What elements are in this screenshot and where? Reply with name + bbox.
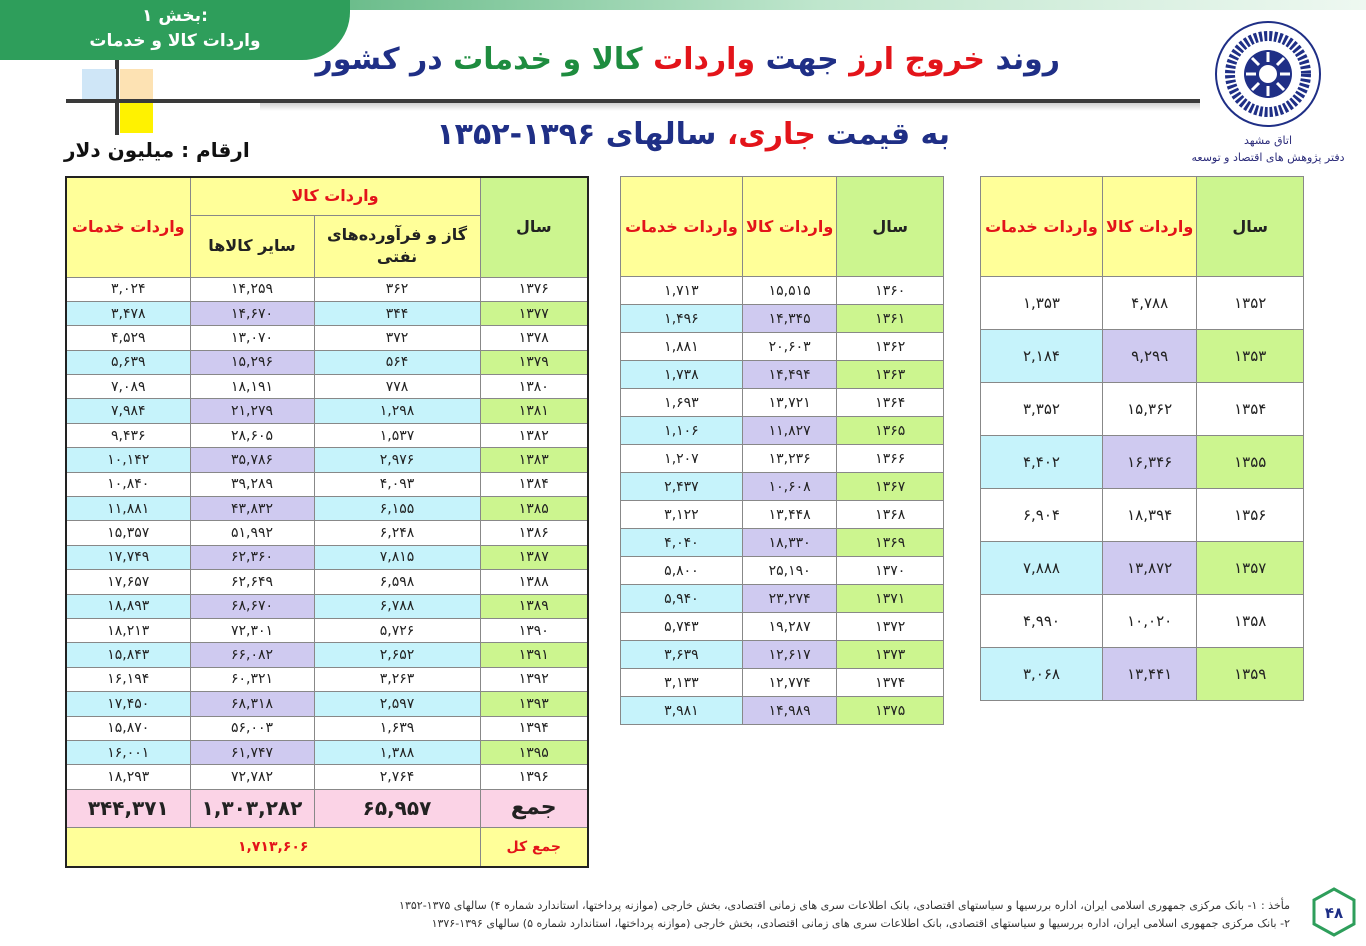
source-line-2: ۲- بانک مرکزی جمهوری اسلامی ایران، اداره بررسیها و سیاستهای اقتصادی، بانک اطلاعات سری های زمانی اقتصادی، بخش خارجی (موازنه پرداختها، استاندارد شماره ۵) سالهای ۱۳۹۶-۱۳۷۶ bbox=[431, 917, 1290, 930]
cell-gas: ۶,۱۵۵ bbox=[314, 497, 480, 521]
cell-services: ۱۶,۰۰۱ bbox=[66, 740, 190, 764]
cell-goods: ۲۰,۶۰۳ bbox=[742, 333, 837, 361]
table-row bbox=[621, 641, 944, 669]
title-word-5: کالا و خدمات bbox=[453, 42, 643, 77]
cell-year: ۱۳۶۷ bbox=[837, 473, 944, 501]
table-row bbox=[66, 326, 588, 350]
cell-gas: ۶,۷۸۸ bbox=[314, 594, 480, 618]
cell-services: ۴,۰۴۰ bbox=[621, 529, 743, 557]
cell-services: ۴,۴۰۲ bbox=[981, 436, 1103, 489]
logo-subcaption: دفتر پژوهش های اقتصاد و توسعه bbox=[1191, 151, 1345, 164]
table-row bbox=[66, 521, 588, 545]
cell-goods: ۴,۷۸۸ bbox=[1102, 277, 1197, 330]
header-services-imports: واردات خدمات bbox=[621, 177, 743, 277]
table-row bbox=[66, 692, 588, 716]
cell-year: ۱۳۵۵ bbox=[1197, 436, 1304, 489]
cell-goods: ۱۸,۳۹۴ bbox=[1102, 489, 1197, 542]
cell-year: ۱۳۷۳ bbox=[837, 641, 944, 669]
cell-services: ۷,۸۸۸ bbox=[981, 542, 1103, 595]
table-body bbox=[621, 277, 944, 725]
table-row bbox=[621, 585, 944, 613]
header-goods-imports: واردات کالا bbox=[1102, 177, 1197, 277]
cell-year: ۱۳۶۴ bbox=[837, 389, 944, 417]
cell-goods: ۱۱,۸۲۷ bbox=[742, 417, 837, 445]
table-row bbox=[621, 305, 944, 333]
table-row bbox=[621, 501, 944, 529]
cell-goods: ۱۳,۸۷۲ bbox=[1102, 542, 1197, 595]
header-services-imports: واردات خدمات bbox=[66, 177, 190, 277]
cell-year: ۱۳۹۱ bbox=[480, 643, 588, 667]
cell-services: ۱۰,۸۴۰ bbox=[66, 472, 190, 496]
cell-year: ۱۳۸۱ bbox=[480, 399, 588, 423]
cell-services: ۱,۲۰۷ bbox=[621, 445, 743, 473]
table-row bbox=[621, 557, 944, 585]
table-row bbox=[66, 277, 588, 301]
cell-services: ۱۶,۱۹۴ bbox=[66, 667, 190, 691]
cell-year: ۱۳۵۴ bbox=[1197, 383, 1304, 436]
header-rule-shadow bbox=[260, 103, 1200, 111]
subtitle-word-1: به قیمت bbox=[826, 117, 950, 152]
page-number: ۴۸ bbox=[1324, 904, 1344, 922]
logo-caption: اتاق مشهد bbox=[1243, 134, 1293, 147]
sum-label: جمع bbox=[480, 789, 588, 827]
cell-year: ۱۳۸۵ bbox=[480, 497, 588, 521]
cell-year: ۱۳۷۶ bbox=[480, 277, 588, 301]
cell-gas: ۵۶۴ bbox=[314, 350, 480, 374]
table-row bbox=[621, 613, 944, 641]
cell-year: ۱۳۶۹ bbox=[837, 529, 944, 557]
subtitle-word-3: سالهای ۱۳۹۶-۱۳۵۲ bbox=[436, 117, 717, 152]
section-tab bbox=[0, 0, 350, 60]
cell-other: ۶۶,۰۸۲ bbox=[190, 643, 314, 667]
cell-services: ۴,۵۲۹ bbox=[66, 326, 190, 350]
cell-services: ۱۸,۲۹۳ bbox=[66, 765, 190, 789]
cell-gas: ۲,۵۹۷ bbox=[314, 692, 480, 716]
imports-table-1352-1359 bbox=[980, 176, 1304, 701]
cell-goods: ۲۳,۲۷۴ bbox=[742, 585, 837, 613]
cell-gas: ۳۶۲ bbox=[314, 277, 480, 301]
sum-other: ۱,۳۰۳,۲۸۲ bbox=[190, 789, 314, 827]
cell-other: ۴۳,۸۳۲ bbox=[190, 497, 314, 521]
cell-goods: ۱۵,۳۶۲ bbox=[1102, 383, 1197, 436]
section-title: واردات کالا و خدمات bbox=[89, 31, 261, 51]
cell-year: ۱۳۵۳ bbox=[1197, 330, 1304, 383]
table-row bbox=[66, 423, 588, 447]
page-subtitle bbox=[420, 117, 950, 161]
subtitle-word-2: جاری، bbox=[726, 117, 816, 152]
table-row bbox=[66, 472, 588, 496]
table-row bbox=[621, 445, 944, 473]
cell-gas: ۲,۹۷۶ bbox=[314, 448, 480, 472]
page-title bbox=[300, 42, 1060, 86]
header-other-goods: سایر کالاها bbox=[190, 215, 314, 277]
table-row bbox=[621, 529, 944, 557]
cell-services: ۱۵,۸۴۳ bbox=[66, 643, 190, 667]
cell-services: ۱,۶۹۳ bbox=[621, 389, 743, 417]
cell-other: ۵۱,۹۹۲ bbox=[190, 521, 314, 545]
cell-services: ۱۸,۸۹۳ bbox=[66, 594, 190, 618]
cell-services: ۳,۱۲۲ bbox=[621, 501, 743, 529]
cell-year: ۱۳۸۲ bbox=[480, 423, 588, 447]
cell-goods: ۱۳,۴۴۸ bbox=[742, 501, 837, 529]
header-goods-imports: واردات کالا bbox=[742, 177, 837, 277]
table-row bbox=[66, 375, 588, 399]
cell-gas: ۳۷۲ bbox=[314, 326, 480, 350]
cell-year: ۱۳۸۳ bbox=[480, 448, 588, 472]
cell-gas: ۲,۷۶۴ bbox=[314, 765, 480, 789]
header-year: سال bbox=[480, 177, 588, 277]
cell-goods: ۱۴,۹۸۹ bbox=[742, 697, 837, 725]
cell-gas: ۱,۳۸۸ bbox=[314, 740, 480, 764]
cell-year: ۱۳۶۱ bbox=[837, 305, 944, 333]
cell-year: ۱۳۶۲ bbox=[837, 333, 944, 361]
cell-gas: ۱,۵۳۷ bbox=[314, 423, 480, 447]
title-word-2: خروج ارز bbox=[849, 42, 986, 77]
cell-year: ۱۳۷۸ bbox=[480, 326, 588, 350]
table-row bbox=[66, 618, 588, 642]
table-row bbox=[981, 330, 1304, 383]
cell-services: ۳,۶۳۹ bbox=[621, 641, 743, 669]
header-year: سال bbox=[1197, 177, 1304, 277]
cell-services: ۲,۱۸۴ bbox=[981, 330, 1103, 383]
cell-goods: ۱۳,۲۳۶ bbox=[742, 445, 837, 473]
cell-other: ۱۴,۲۵۹ bbox=[190, 277, 314, 301]
cell-services: ۱,۴۹۶ bbox=[621, 305, 743, 333]
cell-goods: ۱۳,۴۴۱ bbox=[1102, 648, 1197, 701]
cell-goods: ۱۲,۶۱۷ bbox=[742, 641, 837, 669]
cell-gas: ۶,۵۹۸ bbox=[314, 570, 480, 594]
table-row bbox=[981, 648, 1304, 701]
header-services-imports: واردات خدمات bbox=[981, 177, 1103, 277]
cell-other: ۷۲,۳۰۱ bbox=[190, 618, 314, 642]
cell-services: ۱,۷۳۸ bbox=[621, 361, 743, 389]
cell-gas: ۳,۲۶۳ bbox=[314, 667, 480, 691]
cell-services: ۱,۱۰۶ bbox=[621, 417, 743, 445]
cell-services: ۴,۹۹۰ bbox=[981, 595, 1103, 648]
cell-services: ۵,۹۴۰ bbox=[621, 585, 743, 613]
cell-services: ۱۰,۱۴۲ bbox=[66, 448, 190, 472]
table-row bbox=[66, 594, 588, 618]
cell-gas: ۷,۸۱۵ bbox=[314, 545, 480, 569]
table-row bbox=[621, 669, 944, 697]
cell-goods: ۹,۲۹۹ bbox=[1102, 330, 1197, 383]
cell-year: ۱۳۸۷ bbox=[480, 545, 588, 569]
cell-other: ۶۰,۳۲۱ bbox=[190, 667, 314, 691]
table-row bbox=[981, 542, 1304, 595]
cell-goods: ۲۵,۱۹۰ bbox=[742, 557, 837, 585]
cell-year: ۱۳۶۳ bbox=[837, 361, 944, 389]
cell-goods: ۱۴,۴۹۴ bbox=[742, 361, 837, 389]
table-row bbox=[66, 740, 588, 764]
table-row bbox=[981, 436, 1304, 489]
cell-other: ۱۸,۱۹۱ bbox=[190, 375, 314, 399]
table-row bbox=[621, 697, 944, 725]
cell-year: ۱۳۷۴ bbox=[837, 669, 944, 697]
cell-year: ۱۳۸۶ bbox=[480, 521, 588, 545]
cell-year: ۱۳۸۴ bbox=[480, 472, 588, 496]
table-row bbox=[981, 383, 1304, 436]
cell-gas: ۲,۶۵۲ bbox=[314, 643, 480, 667]
table-body bbox=[66, 277, 588, 789]
cell-other: ۲۱,۲۷۹ bbox=[190, 399, 314, 423]
cell-other: ۶۸,۳۱۸ bbox=[190, 692, 314, 716]
cell-services: ۳,۰۶۸ bbox=[981, 648, 1103, 701]
cell-other: ۳۹,۲۸۹ bbox=[190, 472, 314, 496]
cell-year: ۱۳۷۱ bbox=[837, 585, 944, 613]
cell-year: ۱۳۹۲ bbox=[480, 667, 588, 691]
cell-year: ۱۳۷۲ bbox=[837, 613, 944, 641]
cell-year: ۱۳۶۰ bbox=[837, 277, 944, 305]
cell-year: ۱۳۹۰ bbox=[480, 618, 588, 642]
cell-gas: ۶,۲۴۸ bbox=[314, 521, 480, 545]
cell-year: ۱۳۵۶ bbox=[1197, 489, 1304, 542]
chamber-logo-icon bbox=[1198, 18, 1338, 130]
table-row bbox=[66, 399, 588, 423]
cell-other: ۵۶,۰۰۳ bbox=[190, 716, 314, 740]
table-row bbox=[621, 277, 944, 305]
title-word-4: واردات bbox=[653, 42, 756, 77]
cell-services: ۵,۷۴۳ bbox=[621, 613, 743, 641]
cell-other: ۱۳,۰۷۰ bbox=[190, 326, 314, 350]
header-year: سال bbox=[837, 177, 944, 277]
cell-goods: ۱۳,۷۲۱ bbox=[742, 389, 837, 417]
sum-row bbox=[66, 789, 588, 827]
cell-services: ۱۵,۸۷۰ bbox=[66, 716, 190, 740]
table-row bbox=[621, 417, 944, 445]
cell-goods: ۱۰,۶۰۸ bbox=[742, 473, 837, 501]
grand-total-label: جمع کل bbox=[480, 827, 588, 867]
cell-year: ۱۳۸۸ bbox=[480, 570, 588, 594]
table-row bbox=[66, 667, 588, 691]
cell-other: ۷۲,۷۸۲ bbox=[190, 765, 314, 789]
cell-services: ۱۷,۶۵۷ bbox=[66, 570, 190, 594]
cell-other: ۶۱,۷۴۷ bbox=[190, 740, 314, 764]
unit-label: ارقام : میلیون دلار bbox=[64, 138, 250, 162]
cell-services: ۱,۸۸۱ bbox=[621, 333, 743, 361]
table-row bbox=[66, 643, 588, 667]
cell-goods: ۱۶,۳۴۶ bbox=[1102, 436, 1197, 489]
cell-year: ۱۳۹۴ bbox=[480, 716, 588, 740]
title-word-3: جهت bbox=[765, 42, 839, 77]
table-row bbox=[66, 448, 588, 472]
table-row bbox=[66, 570, 588, 594]
cell-services: ۳,۹۸۱ bbox=[621, 697, 743, 725]
cell-other: ۶۸,۶۷۰ bbox=[190, 594, 314, 618]
cell-goods: ۱۲,۷۷۴ bbox=[742, 669, 837, 697]
table-row bbox=[66, 545, 588, 569]
cell-services: ۵,۸۰۰ bbox=[621, 557, 743, 585]
table-row bbox=[66, 497, 588, 521]
cell-year: ۱۳۹۶ bbox=[480, 765, 588, 789]
title-word-1: روند bbox=[995, 42, 1060, 77]
cell-services: ۷,۹۸۴ bbox=[66, 399, 190, 423]
cell-year: ۱۳۶۶ bbox=[837, 445, 944, 473]
page-number-badge bbox=[1309, 887, 1359, 937]
cell-services: ۹,۴۳۶ bbox=[66, 423, 190, 447]
cell-year: ۱۳۷۵ bbox=[837, 697, 944, 725]
table-row bbox=[981, 595, 1304, 648]
table-row bbox=[66, 716, 588, 740]
title-word-6: در کشور bbox=[315, 42, 443, 77]
cell-goods: ۱۹,۲۸۷ bbox=[742, 613, 837, 641]
cell-other: ۱۴,۶۷۰ bbox=[190, 301, 314, 325]
sources-note bbox=[300, 897, 1290, 933]
cell-year: ۱۳۷۹ bbox=[480, 350, 588, 374]
cell-goods: ۱۴,۳۴۵ bbox=[742, 305, 837, 333]
table-body bbox=[981, 277, 1304, 701]
table-row bbox=[621, 473, 944, 501]
section-number: بخش ۱: bbox=[142, 6, 208, 26]
cell-other: ۶۲,۳۶۰ bbox=[190, 545, 314, 569]
table-row bbox=[981, 277, 1304, 330]
cell-gas: ۱,۶۳۹ bbox=[314, 716, 480, 740]
decor-square-yellow bbox=[120, 103, 153, 133]
grand-total-row bbox=[66, 827, 588, 867]
cell-gas: ۱,۲۹۸ bbox=[314, 399, 480, 423]
cell-gas: ۴,۰۹۳ bbox=[314, 472, 480, 496]
header-goods-imports: واردات کالا bbox=[190, 177, 480, 215]
cell-goods: ۱۵,۵۱۵ bbox=[742, 277, 837, 305]
table-row bbox=[621, 361, 944, 389]
cell-year: ۱۳۶۵ bbox=[837, 417, 944, 445]
table-row bbox=[621, 333, 944, 361]
sum-gas: ۶۵,۹۵۷ bbox=[314, 789, 480, 827]
header-gas-products: گاز و فرآورده‌های نفتی bbox=[314, 215, 480, 277]
decor-square-orange bbox=[120, 69, 153, 99]
cell-year: ۱۳۹۵ bbox=[480, 740, 588, 764]
cell-services: ۲,۴۳۷ bbox=[621, 473, 743, 501]
cell-year: ۱۳۸۰ bbox=[480, 375, 588, 399]
cell-year: ۱۳۷۷ bbox=[480, 301, 588, 325]
table-row bbox=[981, 489, 1304, 542]
cell-year: ۱۳۵۸ bbox=[1197, 595, 1304, 648]
decor-square-blue bbox=[82, 69, 116, 99]
cell-year: ۱۳۵۹ bbox=[1197, 648, 1304, 701]
cell-gas: ۳۴۴ bbox=[314, 301, 480, 325]
cell-goods: ۱۰,۰۲۰ bbox=[1102, 595, 1197, 648]
cell-year: ۱۳۵۷ bbox=[1197, 542, 1304, 595]
cell-services: ۱,۷۱۳ bbox=[621, 277, 743, 305]
cell-services: ۱۷,۴۵۰ bbox=[66, 692, 190, 716]
cell-services: ۱۵,۳۵۷ bbox=[66, 521, 190, 545]
cell-services: ۳,۱۳۳ bbox=[621, 669, 743, 697]
cell-year: ۱۳۹۳ bbox=[480, 692, 588, 716]
table-row bbox=[66, 765, 588, 789]
sum-services: ۳۴۴,۳۷۱ bbox=[66, 789, 190, 827]
grand-total-value: ۱,۷۱۳,۶۰۶ bbox=[66, 827, 480, 867]
cell-services: ۶,۹۰۴ bbox=[981, 489, 1103, 542]
imports-table-1376-1396 bbox=[65, 176, 589, 868]
table-row bbox=[66, 301, 588, 325]
cell-services: ۳,۰۲۴ bbox=[66, 277, 190, 301]
cell-other: ۳۵,۷۸۶ bbox=[190, 448, 314, 472]
cell-services: ۱۷,۷۴۹ bbox=[66, 545, 190, 569]
cell-gas: ۷۷۸ bbox=[314, 375, 480, 399]
cell-other: ۶۲,۶۴۹ bbox=[190, 570, 314, 594]
cell-year: ۱۳۸۹ bbox=[480, 594, 588, 618]
cell-other: ۲۸,۶۰۵ bbox=[190, 423, 314, 447]
imports-table-1360-1375 bbox=[620, 176, 944, 725]
table-row bbox=[66, 350, 588, 374]
cell-year: ۱۳۵۲ bbox=[1197, 277, 1304, 330]
cell-services: ۱۸,۲۱۳ bbox=[66, 618, 190, 642]
cell-year: ۱۳۷۰ bbox=[837, 557, 944, 585]
table-row bbox=[621, 389, 944, 417]
cell-services: ۳,۳۵۲ bbox=[981, 383, 1103, 436]
cell-goods: ۱۸,۳۳۰ bbox=[742, 529, 837, 557]
source-line-1: مأخذ : ۱- بانک مرکزی جمهوری اسلامی ایران، اداره بررسیها و سیاستهای اقتصادی، بانک اطلاعات سری های زمانی اقتصادی، بخش خارجی (موازنه پرداختها، استاندارد شماره ۴) سالهای ۱۳۷۵-۱۳۵۲ bbox=[399, 899, 1290, 912]
cell-services: ۵,۶۳۹ bbox=[66, 350, 190, 374]
cell-services: ۱,۳۵۳ bbox=[981, 277, 1103, 330]
cell-services: ۱۱,۸۸۱ bbox=[66, 497, 190, 521]
cell-other: ۱۵,۲۹۶ bbox=[190, 350, 314, 374]
cell-gas: ۵,۷۲۶ bbox=[314, 618, 480, 642]
cell-services: ۳,۴۷۸ bbox=[66, 301, 190, 325]
cell-services: ۷,۰۸۹ bbox=[66, 375, 190, 399]
cell-year: ۱۳۶۸ bbox=[837, 501, 944, 529]
